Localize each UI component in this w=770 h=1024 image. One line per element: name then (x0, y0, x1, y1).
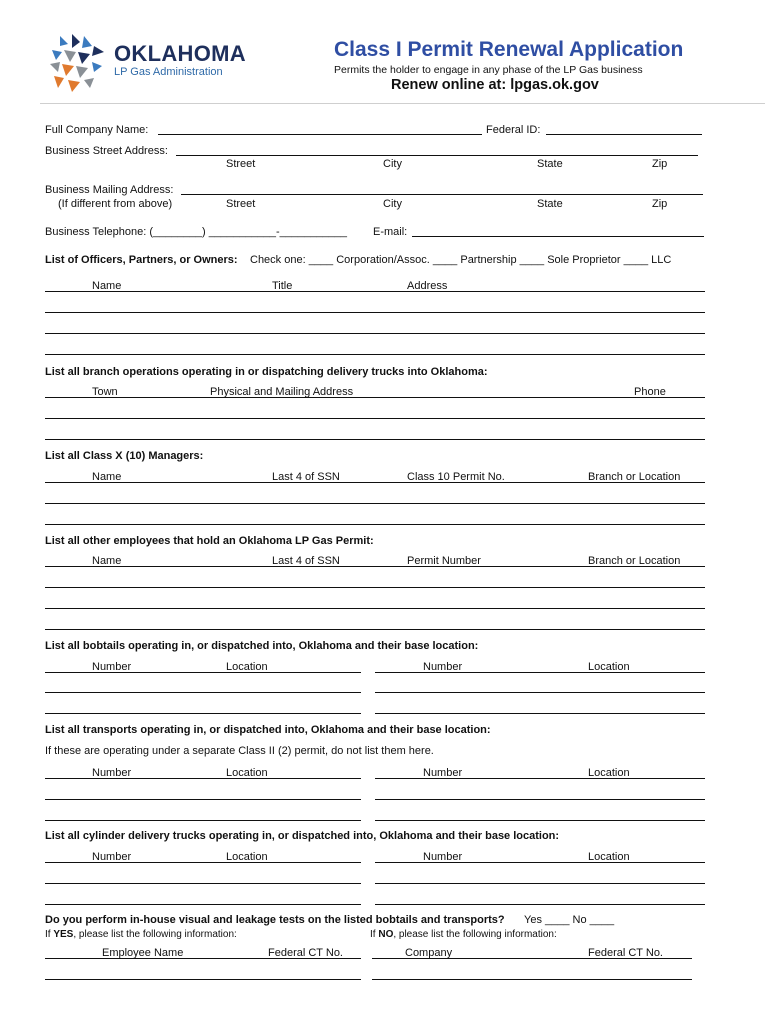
col-address: Address (407, 280, 448, 292)
street-caption: Street (226, 198, 256, 210)
city-caption: City (383, 198, 402, 210)
col-branch-location: Branch or Location (588, 555, 681, 567)
bobtail-row-line[interactable] (375, 692, 705, 693)
col-number: Number (92, 661, 132, 673)
col-location: Location (226, 767, 268, 779)
officer-row-line[interactable] (45, 333, 705, 334)
street-caption: Street (226, 158, 256, 170)
logo-subtitle: LP Gas Administration (114, 66, 223, 78)
col-location: Location (588, 851, 630, 863)
col-location: Location (226, 661, 268, 673)
transports-note: If these are operating under a separate Class II (2) permit, do not list them here. (45, 745, 434, 757)
transports-section-label: List all transports operating in, or dispatched into, Oklahoma and their base location: (45, 724, 491, 736)
tests-question: Do you perform in-house visual and leakage tests on the listed bobtails and transports? (45, 914, 505, 926)
email-field[interactable] (412, 236, 704, 237)
col-number: Number (423, 851, 463, 863)
city-caption: City (383, 158, 402, 170)
col-federal-ct: Federal CT No. (268, 947, 343, 959)
managers-section-label: List all Class X (10) Managers: (45, 450, 204, 462)
federal-id-field[interactable] (546, 134, 702, 135)
street-address-field[interactable] (176, 155, 698, 156)
col-phone: Phone (634, 386, 666, 398)
col-ssn: Last 4 of SSN (272, 471, 340, 483)
col-employee-name: Employee Name (102, 947, 184, 959)
email-label: E-mail: (373, 226, 408, 238)
col-number: Number (92, 767, 132, 779)
col-name: Name (92, 280, 122, 292)
tests-row-line[interactable] (45, 979, 361, 980)
col-location: Location (588, 767, 630, 779)
employee-row-line[interactable] (45, 629, 705, 630)
mailing-address-field[interactable] (181, 194, 703, 195)
officers-section-label: List of Officers, Partners, or Owners: (45, 254, 238, 266)
page-title: Class I Permit Renewal Application (334, 38, 684, 61)
officers-header-line (45, 291, 705, 292)
transport-row-line[interactable] (375, 799, 705, 800)
col-location: Location (588, 661, 630, 673)
col-ssn: Last 4 of SSN (272, 555, 340, 567)
cylinder-row-line[interactable] (45, 883, 361, 884)
transport-row-line[interactable] (45, 799, 361, 800)
col-number: Number (423, 767, 463, 779)
col-number: Number (423, 661, 463, 673)
zip-caption: Zip (652, 198, 668, 210)
logo-wordmark: OKLAHOMA (114, 41, 246, 66)
tests-yes-no[interactable]: Yes ____ No ____ (524, 914, 615, 926)
cylinder-row-line[interactable] (375, 904, 705, 905)
col-name: Name (92, 555, 122, 567)
bobtails-section-label: List all bobtails operating in, or dispatched into, Oklahoma and their base location: (45, 640, 479, 652)
branch-section-label: List all branch operations operating in or dispatching delivery trucks into Oklahoma: (45, 366, 488, 378)
header-divider (40, 103, 765, 104)
branch-header-line (45, 397, 705, 398)
col-location: Location (226, 851, 268, 863)
employee-row-line[interactable] (45, 608, 705, 609)
employees-section-label: List all other employees that hold an Oklahoma LP Gas Permit: (45, 535, 374, 547)
branch-row-line[interactable] (45, 439, 705, 440)
col-title: Title (272, 280, 293, 292)
tests-row-line[interactable] (372, 979, 692, 980)
company-name-label: Full Company Name: (45, 124, 149, 136)
officer-row-line[interactable] (45, 354, 705, 355)
zip-caption: Zip (652, 158, 668, 170)
col-permit-number: Permit Number (407, 555, 481, 567)
col-physical-address: Physical and Mailing Address (210, 386, 354, 398)
col-branch-location: Branch or Location (588, 471, 681, 483)
col-federal-ct: Federal CT No. (588, 947, 663, 959)
star-logo-icon (46, 32, 108, 94)
col-company: Company (405, 947, 453, 959)
if-yes-instruction: If YES, please list the following information: (45, 929, 237, 940)
renew-online-link[interactable]: Renew online at: lpgas.ok.gov (391, 77, 599, 93)
page-subtitle: Permits the holder to engage in any phase of the LP Gas business (334, 64, 643, 76)
bobtail-row-line[interactable] (45, 713, 361, 714)
col-name: Name (92, 471, 122, 483)
employee-row-line[interactable] (45, 587, 705, 588)
branch-row-line[interactable] (45, 418, 705, 419)
bobtail-row-line[interactable] (375, 713, 705, 714)
cylinder-row-line[interactable] (375, 883, 705, 884)
company-name-field[interactable] (158, 134, 482, 135)
street-address-label: Business Street Address: (45, 145, 168, 157)
officer-row-line[interactable] (45, 312, 705, 313)
transport-row-line[interactable] (45, 820, 361, 821)
state-caption: State (537, 158, 563, 170)
bobtail-row-line[interactable] (45, 692, 361, 693)
transport-row-line[interactable] (375, 820, 705, 821)
cylinder-row-line[interactable] (45, 904, 361, 905)
manager-row-line[interactable] (45, 503, 705, 504)
cylinder-section-label: List all cylinder delivery trucks operating in, or dispatched into, Oklahoma and their base location: (45, 830, 560, 842)
manager-row-line[interactable] (45, 524, 705, 525)
col-class10-permit: Class 10 Permit No. (407, 471, 505, 483)
entity-type-options[interactable]: Check one: ____ Corporation/Assoc. ____ Partnership ____ Sole Proprietor ____ LLC (250, 254, 672, 266)
mailing-address-note: (If different from above) (58, 198, 173, 210)
federal-id-label: Federal ID: (486, 124, 541, 136)
telephone-label[interactable]: Business Telephone: (________) ___________-___________ (45, 226, 347, 238)
state-caption: State (537, 198, 563, 210)
col-number: Number (92, 851, 132, 863)
if-no-instruction: If NO, please list the following information: (370, 929, 557, 940)
mailing-address-label: Business Mailing Address: (45, 184, 174, 196)
col-town: Town (92, 386, 118, 398)
